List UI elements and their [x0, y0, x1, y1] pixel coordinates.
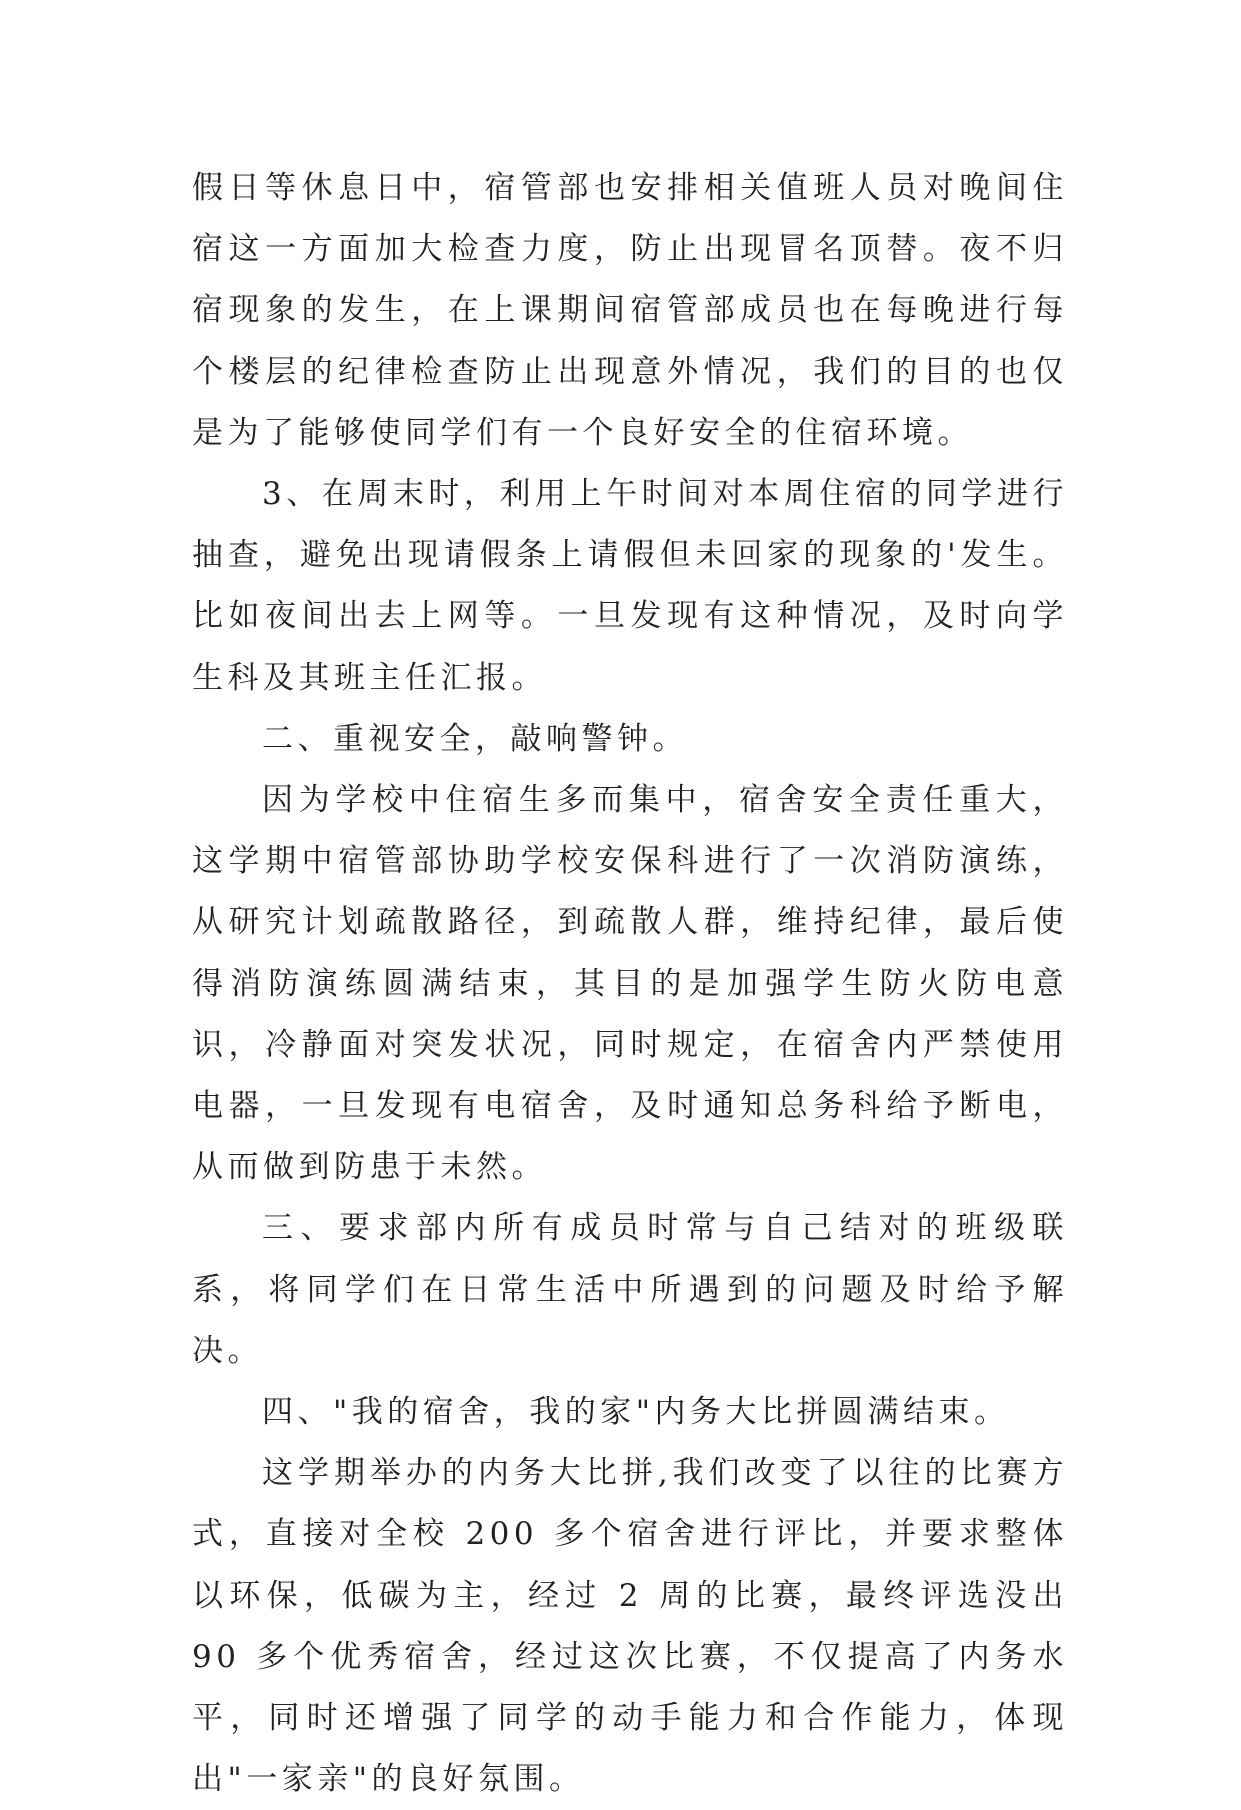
section-heading-safety: 二、重视安全，敲响警钟。 — [262, 720, 688, 757]
section-heading-dorm-contest: 四、"我的宿舍，我的家"内务大比拼圆满结束。 — [262, 1394, 1010, 1431]
paragraph-dorm-inspection: 假日等休息日中，宿管部也安排相关值班人员对晚间住宿这一方面加大检查力度，防止出现冒名顶替。夜不归宿现象的发生，在上课期间宿管部成员也在每晚进行每个楼层的纪律检查防止出现意外情况，我们的目的也仅是为了能够使同学们有一个良好安全的住宿环境。 — [192, 170, 1068, 451]
paragraph-weekend-check: 3、在周末时，利用上午时间对本周住宿的同学进行抽查，避免出现请假条上请假但未回家的现象的'发生。比如夜间出去上网等。一旦发现有这种情况，及时向学生科及其班主任汇报。 — [192, 476, 1068, 696]
paragraph-dorm-contest: 这学期举办的内务大比拼,我们改变了以往的比赛方式，直接对全校 200 多个宿舍进行评比，并要求整体以环保，低碳为主，经过 2 周的比赛，最终评选没出 90 多个优秀宿舍，经过这次比赛，不仅提高了内务水平，同时还增强了同学的动手能力和合作能力，体现出"一家亲"的良好氛围。 — [192, 1455, 1068, 1798]
paragraph-fire-drill: 因为学校中住宿生多而集中，宿舍安全责任重大，这学期中宿管部协助学校安保科进行了一次消防演练，从研究计划疏散路径，到疏散人群，维持纪律，最后使得消防演练圆满结束，其目的是加强学生防火防电意识，冷静面对突发状况，同时规定，在宿舍内严禁使用电器，一旦发现有电宿舍，及时通知总务科给予断电，从而做到防患于未然。 — [192, 782, 1068, 1186]
section-heading-class-contact: 三、要求部内所有成员时常与自己结对的班级联系，将同学们在日常生活中所遇到的问题及时给予解决。 — [192, 1210, 1068, 1369]
document-body — [192, 158, 1068, 1810]
